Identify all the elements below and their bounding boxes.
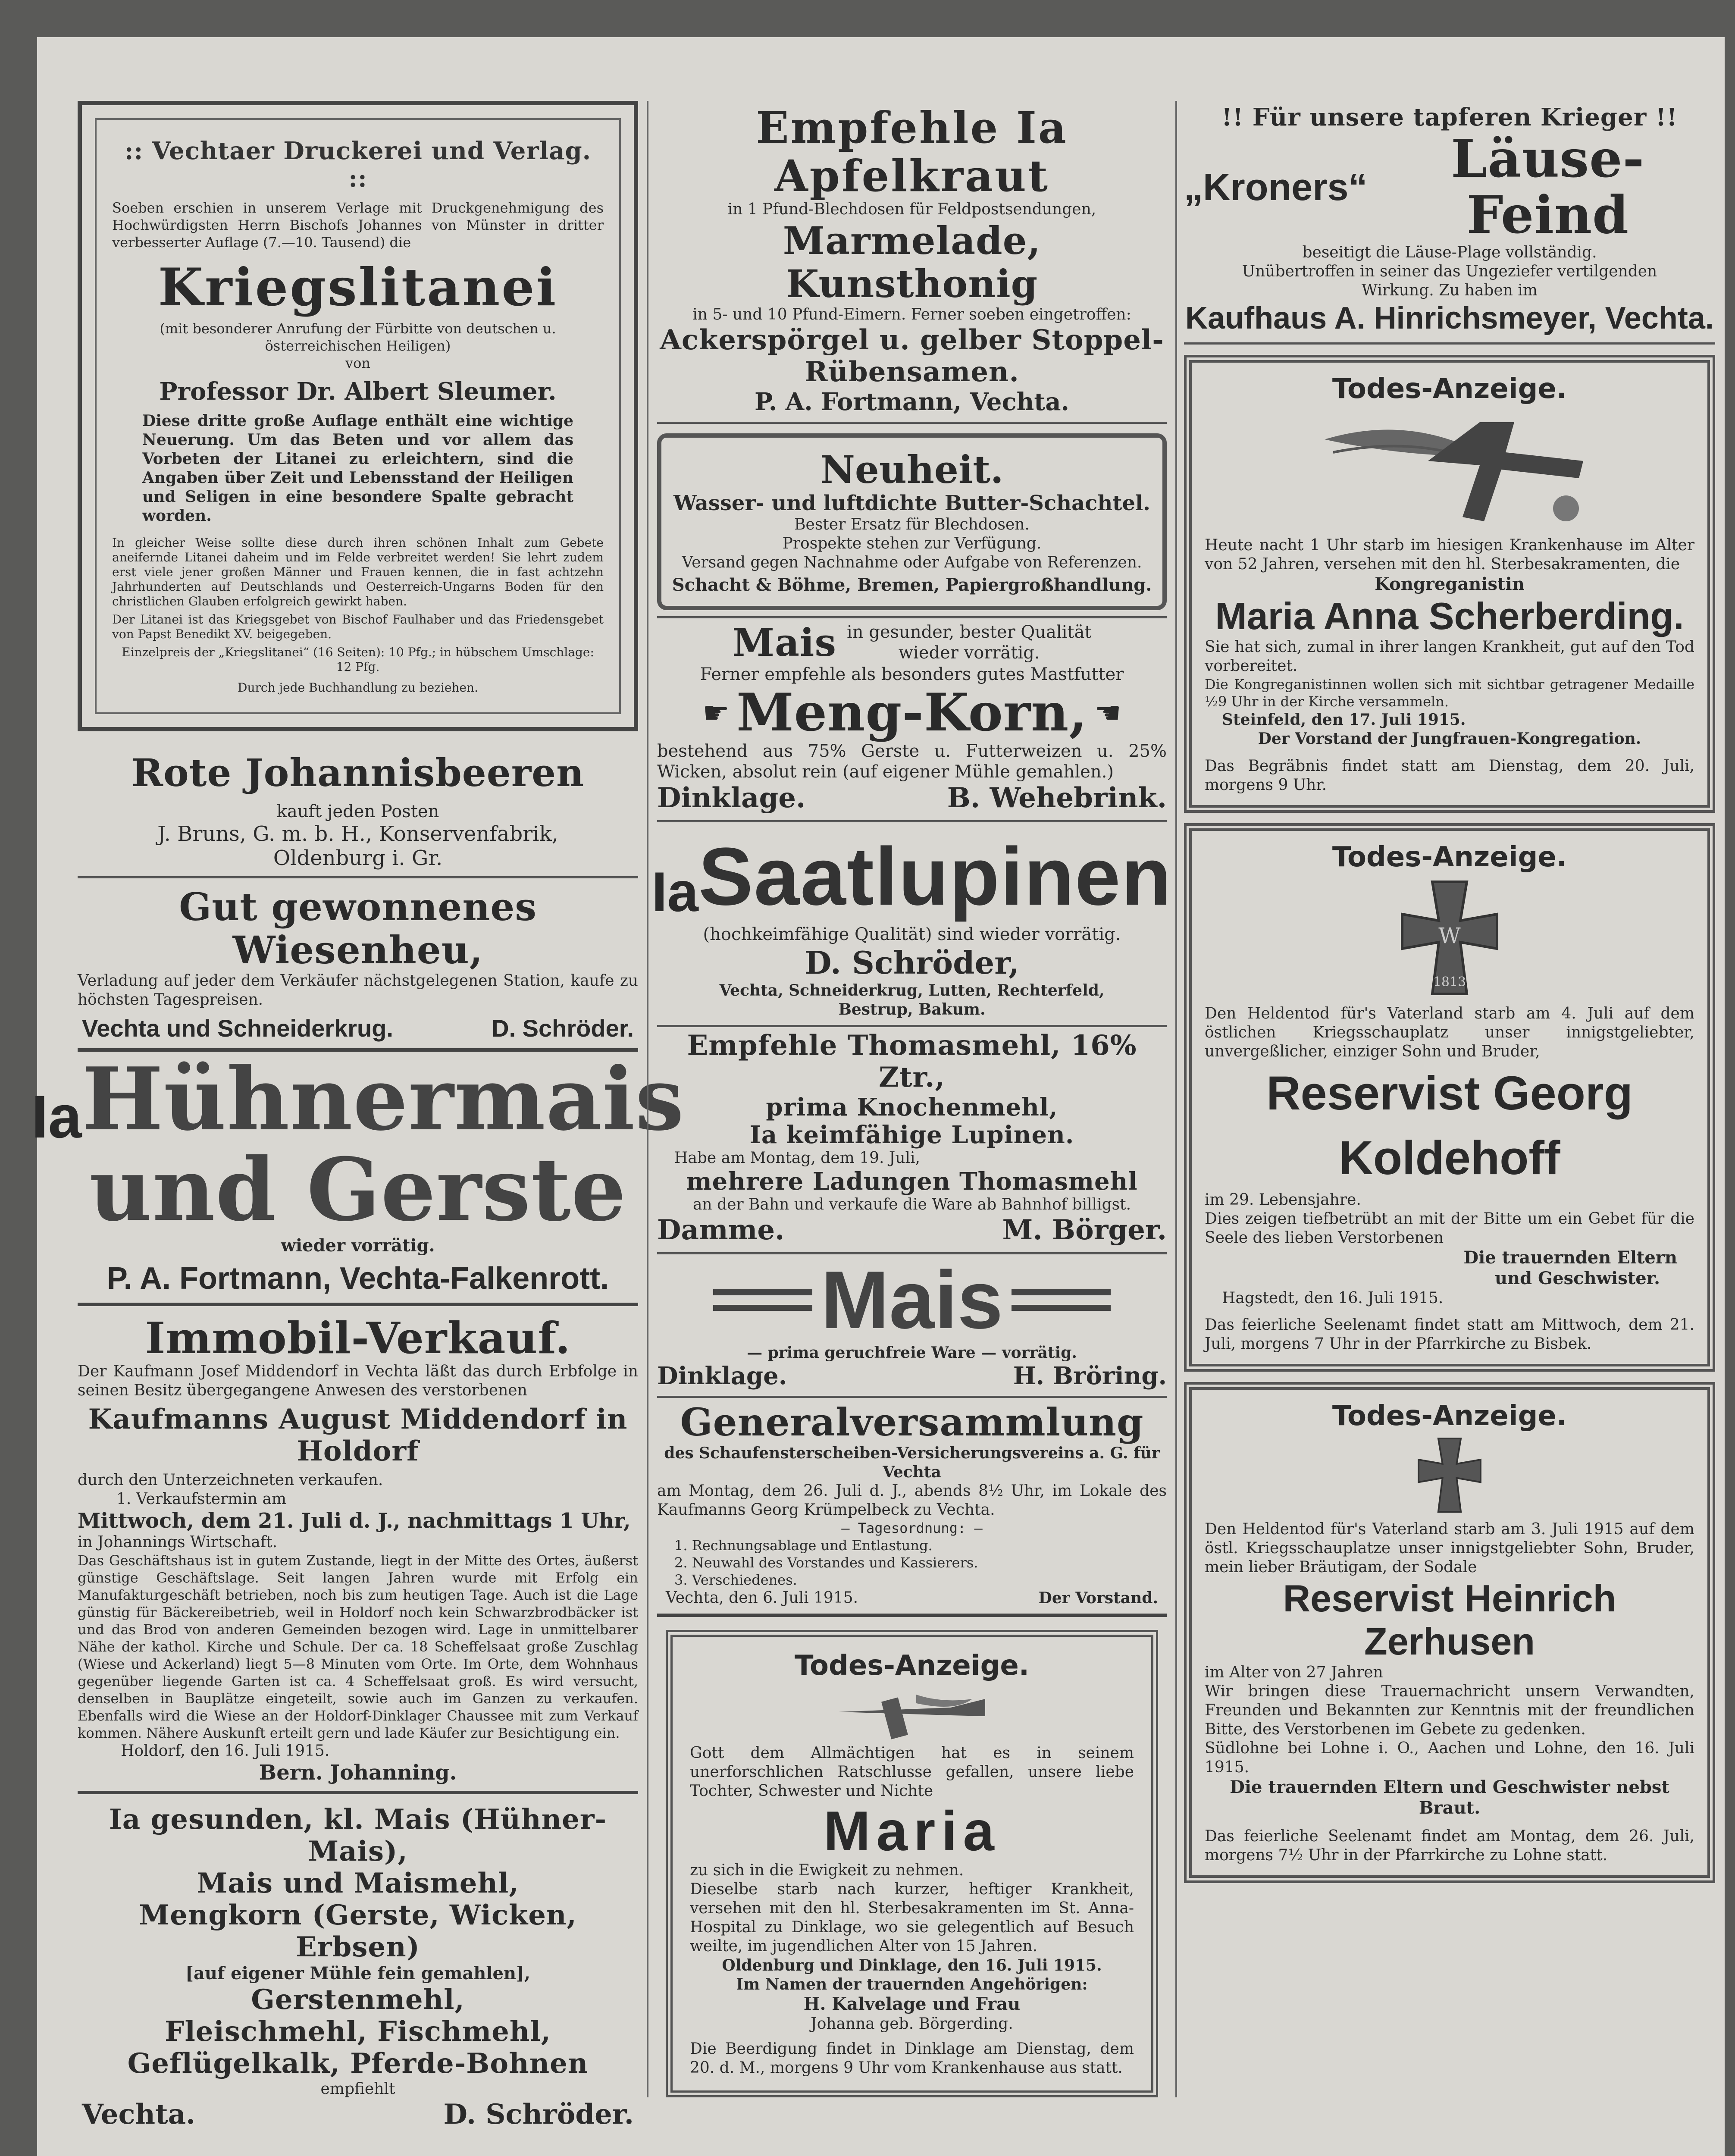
ad-text: durch den Unterzeichneten verkaufen. <box>78 1471 383 1489</box>
ad-text: Oldenburg i. Gr. <box>273 846 443 870</box>
ad-title: Empfehle Ia Apfelkraut <box>756 102 1068 201</box>
ad-price: Einzelpreis der „Kriegslitanei“ (16 Seiten): 10 Pfg.; in hübschem Umschlage: 12 Pfg. <box>122 645 594 674</box>
ad-title: Neuheit. <box>820 447 1004 492</box>
ad-list-item: 3. Verschiedenes. <box>674 1572 797 1588</box>
ad-title: Rote Johannisbeeren <box>131 750 585 795</box>
notice-text: Sie hat sich, zumal in ihrer langen Krankheit, gut auf den Tod vorbereitet. <box>1205 638 1694 675</box>
ad-generalversammlung <box>657 1398 1167 1617</box>
ad-line: Mengkorn (Gerste, Wicken, Erbsen) <box>139 1899 577 1963</box>
notice-text: Die Beerdigung findet in Dinklage am Dienstag, dem 20. d. M., morgens 9 Uhr vom Krankenhause aus statt. <box>690 2040 1134 2077</box>
ad-saatlupinen <box>651 822 1172 1027</box>
pointing-hand-right-icon: ☛ <box>702 695 730 730</box>
ad-text: — Tagesordnung: — <box>841 1520 983 1536</box>
ad-von: von <box>345 355 370 371</box>
ad-line: Habe am Montag, dem 19. Juli, <box>674 1149 920 1167</box>
ad-text: in 5- und 10 Pfund-Eimern. Ferner soeben eingetroffen: <box>692 306 1131 323</box>
ad-line: an der Bahn und verkaufe die Ware ab Bahnhof billigst. <box>692 1196 1131 1213</box>
notice-name: Maria <box>824 1799 1000 1862</box>
notice-text: im Alter von 27 Jahren <box>1205 1664 1383 1681</box>
notice-title: Todes-Anzeige. <box>1332 841 1567 873</box>
pointing-hand-left-icon: ☚ <box>1094 695 1121 730</box>
ad-big-text: Kaufmanns August Middendorf in Holdorf <box>88 1403 628 1467</box>
ad-text: Vechta, Schneiderkrug, Lutten, Rechterfeld, Bestrup, Bakum. <box>719 981 1105 1018</box>
ad-text: Bester Ersatz für Blechdosen. <box>794 516 1030 533</box>
notice-title: Todes-Anzeige. <box>1332 373 1567 405</box>
ad-text: Unübertroffen in seiner das Ungeziefer vertilgenden Wirkung. Zu haben im <box>1242 263 1657 299</box>
notice-text: Dieselbe starb nach kurzer, heftiger Krankheit, versehen mit den hl. Sterbesakramenten im St. Anna-Hospital zu Dinklage, wo sie gelegentlich auf Besuch weilte, im jugendlichen Alter von 15 Jahren. <box>690 1880 1134 1955</box>
ad-text: in gesunder, bester Qualität <box>847 622 1092 642</box>
ad-sign-left: Vechta. <box>82 2098 196 2131</box>
ad-thomasmehl <box>657 1027 1167 1254</box>
ad-text: beseitigt die Läuse-Plage vollständig. <box>1302 244 1597 261</box>
ad-text: (hochkeimfähige Qualität) sind wieder vorrätig. <box>703 924 1121 944</box>
ad-text: J. Bruns, G. m. b. H., Konservenfabrik, <box>157 822 558 846</box>
ad-text: 1. Verkaufstermin am <box>116 1490 287 1508</box>
ad-text: bestehend aus 75% Gerste u. Futterweizen u. 25% Wicken, absolut rein (auf eigener Mühle gemahlen.) <box>657 741 1167 782</box>
cross-year: 1813 <box>1433 975 1466 990</box>
notice-sign: und Geschwister. <box>1494 1268 1660 1288</box>
ad-bold-text: Diese dritte große Auflage enthält eine wichtige Neuerung. Um das Beten und vor allem das Vorbeten der Litanei zu erleichtern, sind die Angaben über Zeit und Lebensstand der Heiligen und Seligen in eine besondere Spalte gebracht worden. <box>142 412 573 525</box>
ad-line: Mais und Maismehl, <box>197 1867 519 1899</box>
ad-text: in Johannings Wirtschaft. <box>78 1533 278 1551</box>
death-notice-zerhusen <box>1184 1382 1715 1883</box>
ad-title: Gut gewonnenes Wiesenheu, <box>179 884 537 972</box>
notice-text: Wir bringen diese Trauernachricht unsern Verwandten, Freunden und Bekannten zur Kenntnis mit der freundlichen Bitte, des Verstorbenen im Gebete zu gedenken. <box>1205 1683 1694 1738</box>
ad-sign-left: Dinklage. <box>657 782 806 814</box>
notice-text: im 29. Lebensjahre. <box>1205 1191 1361 1209</box>
notice-text: Das Begräbnis findet statt am Dienstag, dem 20. Juli, morgens 9 Uhr. <box>1205 757 1694 794</box>
ad-text: Verladung auf jeder dem Verkäufer nächstgelegenen Station, kaufe zu höchsten Tagespreisen. <box>78 972 638 1009</box>
ad-huehnermais <box>31 1049 685 1306</box>
notice-text: Kongreganistin <box>1375 574 1525 594</box>
ad-sign-left: Vechta und Schneiderkrug. <box>82 1015 393 1042</box>
ad-sign-right: D. Schröder. <box>443 2098 634 2131</box>
ad-sign-right: H. Bröring. <box>1013 1362 1167 1390</box>
ad-text: Versand gegen Nachnahme oder Aufgabe von Referenzen. <box>682 554 1142 571</box>
ad-title: Marmelade, Kunsthonig <box>783 218 1041 306</box>
ad-immobil-verkauf <box>78 1306 638 1794</box>
ad-neuheit <box>657 431 1167 618</box>
ad-title: Meng-Korn, <box>736 682 1088 743</box>
ad-list-item: 1. Rechnungsablage und Entlastung. <box>674 1537 933 1554</box>
notice-name: Maria Anna Scherberding. <box>1215 595 1684 637</box>
ad-mais-broering <box>657 1254 1167 1398</box>
ad-name: D. Schröder, <box>804 944 1020 981</box>
ad-text: In gleicher Weise sollte diese durch ihren schönen Inhalt zum Gebete aneifernde Litanei daheim und im Felde verbreitet werden! Sie lehrt zudem erst viele jener großen Männer und Frauen kennen, die in fast achtzehn Jahrhunderten auf Deutschlands und Oesterreich-Ungarns Boden für den christlichen Glauben erfolgreich gewirkt haben. <box>112 536 604 608</box>
ad-sign-right: D. Schröder. <box>492 1015 634 1042</box>
ad-text: in 1 Pfund-Blechdosen für Feldpostsendungen, <box>727 201 1096 218</box>
ad-sign-left: Dinklage. <box>657 1362 787 1390</box>
notice-text: Die Kongreganistinnen wollen sich mit sichtbar getragener Medaille ½9 Uhr in der Kirche versammeln. <box>1205 676 1694 710</box>
ad-line: [auf eigener Mühle fein gemahlen], <box>185 1963 530 1984</box>
ad-text: Der Kaufmann Josef Middendorf in Vechta läßt das durch Erbfolge in seinen Besitz übergegangene Anwesen des verstorbenen <box>78 1363 638 1399</box>
ad-ia: Ia <box>651 860 698 923</box>
column-2 <box>647 101 1177 2097</box>
ad-place: Vechta, den 6. Juli 1915. <box>666 1589 858 1607</box>
ad-mais-schroeder <box>78 1794 638 2137</box>
notice-place: Südlohne bei Lohne i. O., Aachen und Lohne, den 16. Juli 1915. <box>1205 1739 1694 1776</box>
ad-title: Immobil-Verkauf. <box>145 1313 571 1363</box>
notice-text: Den Heldentod für's Vaterland starb am 3. Juli 1915 auf dem östl. Kriegsschauplatze unser innigstgeliebter Sohn, Bruder, mein lieber Bräutigam, der Sodale <box>1205 1520 1694 1576</box>
ad-author: Professor Dr. Albert Sleumer. <box>159 377 557 406</box>
ad-sub: (mit besonderer Anrufung der Fürbitte von deutschen u. österreichischen Heiligen) <box>160 320 556 354</box>
ad-text: Der Litanei ist das Kriegsgebet von Bischof Faulhaber und das Friedensgebet von Papst Benedikt XV. beigegeben. <box>112 612 604 641</box>
ad-text: kauft jeden Posten <box>276 802 439 821</box>
ad-place: Holdorf, den 16. Juli 1915. <box>121 1742 330 1760</box>
ad-title: Generalversammlung <box>680 1400 1144 1445</box>
ad-head: :: Vechtaer Druckerei und Verlag. :: <box>124 137 592 193</box>
death-notice-koldehoff <box>1184 823 1715 1382</box>
ad-text: wieder vorrätig. <box>898 643 1040 663</box>
notice-text: Johanna geb. Börgerding. <box>811 2015 1013 2033</box>
ad-head: !! Für unsere tapferen Krieger !! <box>1221 103 1678 132</box>
ad-text: am Montag, dem 26. Juli d. J., abends 8½ Uhr, im Lokale des Kaufmanns Georg Krümpelbeck zu Vechta. <box>657 1482 1167 1519</box>
iron-cross-icon <box>1394 873 1506 1003</box>
cross-wreath-icon <box>821 1682 1002 1742</box>
ad-text: — prima geruchfreie Ware — vorrätig. <box>747 1344 1077 1362</box>
ad-line: Ia gesunden, kl. Mais (Hühner-Mais), <box>109 1803 607 1868</box>
ad-sign-left: Damme. <box>657 1214 785 1246</box>
ad-text: Ferner empfehle als besonders gutes Mastfutter <box>700 664 1124 684</box>
ad-sign: P. A. Fortmann, Vechta. <box>754 388 1070 416</box>
notice-text: Den Heldentod für's Vaterland starb am 4. Juli auf dem östlichen Kriegsschauplatz unser innigstgeliebter, unvergeßlicher, einziger Sohn und Bruder, <box>1205 1005 1694 1060</box>
cross-palm-icon <box>1299 405 1600 534</box>
iron-cross-icon <box>1413 1432 1486 1518</box>
death-notice-maria <box>657 1617 1167 2097</box>
ad-sign-right: M. Börger. <box>1002 1214 1167 1246</box>
ad-mengkorn <box>657 618 1167 822</box>
ad-line: mehrere Ladungen Thomasmehl <box>686 1167 1138 1196</box>
ad-title: Ackerspörgel u. gelber Stoppel-Rübensamen. <box>660 324 1164 388</box>
notice-sign: Die trauernden Eltern und Geschwister nebst Braut. <box>1230 1777 1669 1818</box>
ad-apfelkraut <box>657 101 1167 424</box>
ad-johannisbeeren <box>78 749 638 878</box>
ad-list-item: 2. Neuwahl des Vorstandes und Kassierers. <box>674 1554 978 1571</box>
ad-title: Hühnermais <box>81 1049 685 1150</box>
ad-title: Mais <box>821 1254 1003 1346</box>
ad-text: Prospekte stehen zur Verfügung. <box>782 535 1042 552</box>
ad-sign: Kaufhaus A. Hinrichsmeyer, Vechta. <box>1185 301 1714 335</box>
ad-text: wieder vorrätig. <box>281 1235 435 1256</box>
ad-sign: Der Vorstand. <box>1038 1589 1158 1607</box>
ad-brand: „Kroners“ <box>1184 166 1368 208</box>
ad-line: Fleischmehl, Fischmehl, <box>165 2015 551 2048</box>
ad-text: Das Geschäftshaus ist in gutem Zustande, liegt in der Mitte des Ortes, äußerst günstige Geschäftslage. Seit langen Jahren wurde mit Erfolg ein Manufakturgeschäft betrieben, noch bis zum heutigen Tage. Auch ist die Lage günstig für Bäckereibetrieb, weil in Holdorf noch kein Schwarzbrodbäcker ist und das Brod von anderen Gemeinden bezogen wird. Lage in unmittelbarer Nähe der kathol. Kirche und Schule. Der ca. 18 Scheffelsaat große Zuschlag (Wiese und Ackerland) liegt 5—8 Minuten vom Orte. Im Orte, dem Wohnhaus gegenüber liegende Garten ist ca. 4 Scheffelsaat groß. Es wird versucht, denselben in Bauplätze eingeteilt, sowie auch im Ganzen zu verkaufen. Ebenfalls wird die Wiese an der Holdorf-Dinklager Chaussee mit zum Verkauf kommen. Nähere Auskunft erteilt gern und lade Käufer zur Besichtigung ein. <box>78 1552 638 1741</box>
ad-wiesenheu <box>78 878 638 1052</box>
cross-letter: W <box>1438 923 1461 948</box>
notice-place: Hagstedt, den 16. Juli 1915. <box>1222 1289 1444 1307</box>
notice-text: Das feierliche Seelenamt findet statt am Mittwoch, dem 21. Juli, morgens 7 Uhr in der Pfarrkirche zu Bisbek. <box>1205 1316 1694 1353</box>
ad-laeuse-feind <box>1184 101 1715 345</box>
ad-date: Mittwoch, dem 21. Juli d. J., nachmittags 1 Uhr, <box>78 1509 631 1533</box>
ad-line: prima Knochenmehl, <box>766 1093 1058 1122</box>
ad-sign: Bern. Johanning. <box>259 1761 457 1785</box>
notice-title: Todes-Anzeige. <box>1332 1400 1567 1432</box>
notice-text: Heute nacht 1 Uhr starb im hiesigen Krankenhause im Alter von 52 Jahren, versehen mit den hl. Sterbesakramenten, die <box>1205 536 1694 573</box>
ad-sign-right: B. Wehebrink. <box>947 782 1167 814</box>
notice-name: Reservist Georg Koldehoff <box>1266 1067 1633 1185</box>
notice-text: zu sich in die Ewigkeit zu nehmen. <box>690 1861 964 1879</box>
notice-place: Steinfeld, den 17. Juli 1915. <box>1222 711 1466 729</box>
ad-title: Saatlupinen <box>698 831 1172 922</box>
notice-name: Reservist Heinrich Zerhusen <box>1283 1577 1616 1663</box>
ad-text: Wasser- und luftdichte Butter-Schachtel. <box>673 491 1150 515</box>
ad-line: Ia keimfähige Lupinen. <box>749 1121 1074 1149</box>
notice-title: Todes-Anzeige. <box>794 1650 1030 1682</box>
ad-ia: Ia <box>31 1083 82 1150</box>
ad-sign: P. A. Fortmann, Vechta-Falkenrott. <box>106 1261 609 1296</box>
notice-text: Im Namen der trauernden Angehörigen: <box>736 1975 1088 1993</box>
notice-sign: Die trauernden Eltern <box>1463 1247 1677 1268</box>
ad-title: und Gerste <box>89 1139 626 1241</box>
notice-text: Gott dem Allmächtigen hat es in seinem unerforschlichen Ratschlusse gefallen, unsere liebe Tochter, Schwester und Nichte <box>690 1744 1134 1800</box>
column-3 <box>1177 101 1722 1883</box>
ad-line: Empfehle Thomasmehl, 16% Ztr., <box>687 1029 1137 1094</box>
death-notice-scherberding <box>1184 345 1715 823</box>
ad-line: empfiehlt <box>320 2080 395 2098</box>
decorative-bars <box>1012 1289 1111 1311</box>
ad-intro: Soeben erschien in unserem Verlage mit Druckgenehmigung des Hochwürdigsten Herrn Bischofs Johannes von Münster in dritter verbesserter Auflage (7.—10. Tausend) die <box>112 200 604 251</box>
ad-text: des Schaufensterscheiben-Versicherungsvereins a. G. für Vechta <box>664 1444 1160 1481</box>
ad-kriegslitanei <box>78 101 638 731</box>
notice-text: Das feierliche Seelenamt findet am Montag, dem 26. Juli, morgens 7½ Uhr in der Pfarrkirche zu Lohne statt. <box>1205 1827 1694 1864</box>
ad-line: Geflügelkalk, Pferde-Bohnen <box>127 2047 589 2080</box>
ad-title: Kriegslitanei <box>158 257 558 318</box>
ad-sign: Schacht & Böhme, Bremen, Papiergroßhandlung. <box>672 575 1152 595</box>
ad-line: Gerstenmehl, <box>251 1984 465 2016</box>
notice-place: Oldenburg und Dinklage, den 16. Juli 1915. <box>722 1956 1102 1974</box>
ad-end: Durch jede Buchhandlung zu beziehen. <box>238 680 478 695</box>
column-1 <box>31 101 685 2137</box>
ad-mais: Mais <box>732 620 836 665</box>
notice-text: H. Kalvelage und Frau <box>803 1994 1021 2014</box>
notice-sign: Der Vorstand der Jungfrauen-Kongregation. <box>1258 730 1641 748</box>
notice-text: Dies zeigen tiefbetrübt an mit der Bitte um ein Gebet für die Seele des lieben Verstorbenen <box>1205 1210 1694 1247</box>
decorative-bars <box>713 1289 812 1311</box>
ad-title: Läuse-Feind <box>1451 128 1645 245</box>
